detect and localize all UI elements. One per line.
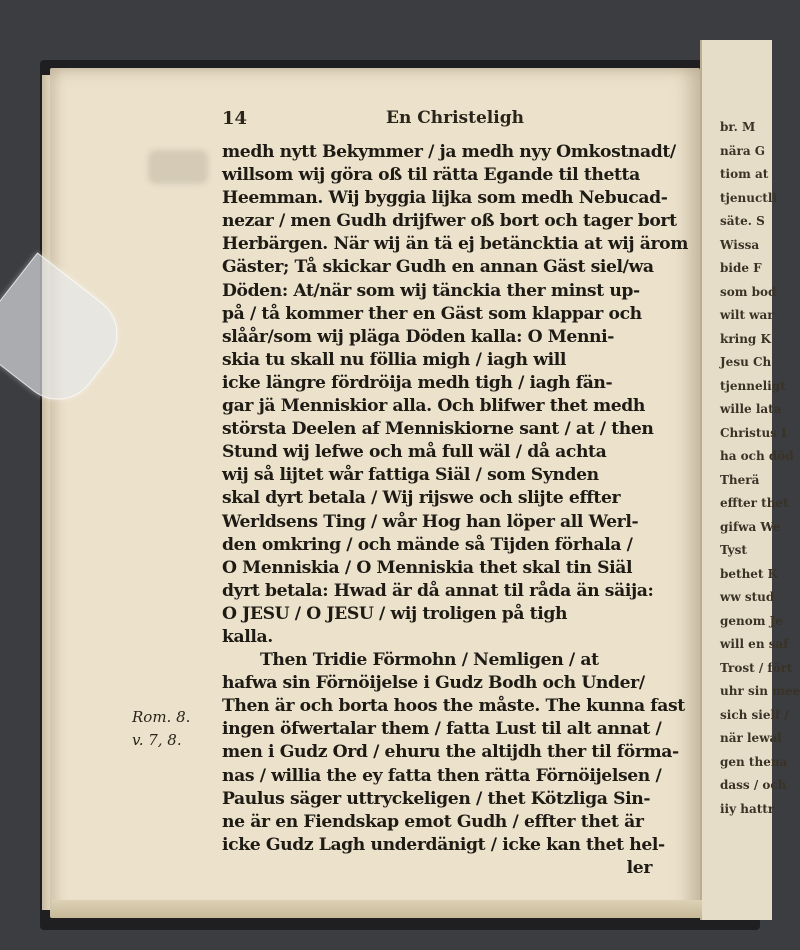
facing-page <box>700 40 800 920</box>
facing-page-line: bethet K <box>720 566 779 581</box>
facing-page-line: tjenneligt <box>720 378 786 393</box>
text-line: Werldsens Ting / wår Hog han löper all Werl- <box>222 511 639 532</box>
text-line: skal dyrt betala / Wij rijswe och slijte effter <box>222 488 621 509</box>
text-line: O JESU / O JESU / wij troligen på tigh <box>222 603 568 624</box>
facing-page-line: wille lata <box>720 402 782 416</box>
text-line: Then Tridie Förmohn / Nemligen / at <box>260 650 599 671</box>
facing-page-line: gen thena <box>720 754 788 769</box>
page-stack-bottom <box>52 900 702 918</box>
text-line: skia tu skall nu föllia migh / iagh will <box>222 349 566 370</box>
text-line: dyrt betala: Hwad är då annat til råda än säija: <box>222 580 654 601</box>
margin-reference: v. 7, 8. <box>132 731 182 749</box>
facing-page-line: effter thet <box>720 496 789 510</box>
facing-page-line: som bod <box>720 284 777 299</box>
text-line: nezar / men Gudh drijfwer oß bort och tager bort <box>222 211 677 232</box>
text-line: Stund wij lefwe och må full wäl / då achta <box>222 442 607 463</box>
text-line: nas / willia the ey fatta then rätta Förnöijelsen / <box>222 765 662 786</box>
facing-page-line: br. M <box>720 120 756 134</box>
text-line: Then är och borta hoos the måste. The kunna fast <box>222 696 685 717</box>
text-line: O Menniskia / O Menniskia thet skal tin Siäl <box>222 557 633 578</box>
running-head: En Christeligh <box>386 108 524 128</box>
text-line: medh nytt Bekymmer / ja medh nyy Omkostnadt/ <box>222 142 676 162</box>
text-line: ne är en Fiendskap emot Gudh / effter thet är <box>222 811 644 832</box>
facing-page-line: will en saf <box>720 637 789 651</box>
facing-page-line: dass / och <box>720 778 787 792</box>
facing-page-line: Jesu Ch <box>720 355 772 369</box>
facing-page-line: gifwa We <box>720 519 781 534</box>
text-line: Döden: At/när som wij tänckia ther minst up- <box>222 280 640 301</box>
body-text <box>222 141 689 880</box>
facing-page-line: säte. S <box>720 214 765 228</box>
page-number: 14 <box>222 108 248 129</box>
text-line: kalla. <box>222 626 273 647</box>
text-line: men i Gudz Ord / ehuru the altijdh ther til förma- <box>222 742 679 763</box>
page-header <box>220 108 650 132</box>
text-line: slåår/som wij pläga Döden kalla: O Menni- <box>222 326 615 347</box>
facing-page-line: uhr sin mee <box>720 684 800 698</box>
text-line: icke längre fördröija medh tigh / iagh fän- <box>222 372 613 393</box>
facing-page-line: bide F <box>720 261 762 275</box>
facing-page-line: kring K <box>720 331 771 346</box>
text-line: ingen öfwertalar them / fatta Lust til alt annat / <box>222 719 662 740</box>
facing-page-line: wilt war <box>720 308 774 322</box>
text-line: den omkring / och mände så Tijden förhala / <box>222 534 633 555</box>
facing-page-line: Tyst <box>720 543 747 557</box>
facing-page-line: ha och död <box>720 449 794 463</box>
text-line: willsom wij göra oß til rätta Egande til thetta <box>222 165 640 186</box>
facing-page-line: Christus I <box>720 425 787 440</box>
facing-page-line: Trost / fört <box>720 660 793 675</box>
facing-page-line: nära G <box>720 143 766 158</box>
margin-reference: Rom. 8. <box>132 708 191 726</box>
facing-page-line: ww stud <box>720 590 775 604</box>
facing-page-line: Wissa <box>720 237 760 252</box>
text-line: ler <box>626 857 652 878</box>
facing-page-line: iiy hattr <box>720 801 775 816</box>
text-line: Paulus säger uttryckeligen / thet Kötzliga Sin- <box>222 788 651 809</box>
text-line: hafwa sin Förnöijelse i Gudz Bodh och Under/ <box>222 673 645 694</box>
text-line: på / tå kommer ther en Gäst som klappar och <box>222 303 642 324</box>
text-line: Gäster; Tå skickar Gudh en annan Gäst siel/wa <box>222 257 654 278</box>
facing-page-line: när lewal <box>720 731 782 745</box>
facing-page-line: tjenuctli <box>720 190 777 205</box>
text-line: wij så lijtet wår fattiga Siäl / som Synden <box>222 465 599 486</box>
text-line: Herbärgen. När wij än tä ej betäncktia at wij ärom <box>222 234 689 255</box>
margin-smudge <box>148 150 208 184</box>
facing-page-line: sich sielf / <box>720 707 789 722</box>
facing-page-line: Therä <box>720 472 760 487</box>
text-line: största Deelen af Menniskiorne sant / at / then <box>222 419 654 440</box>
text-line: Heemman. Wij byggia lijka som medh Nebucad- <box>222 188 668 209</box>
text-line: icke Gudz Lagh underdänigt / icke kan thet hel- <box>222 834 665 855</box>
text-line: gar jä Menniskior alla. Och blifwer thet medh <box>222 396 646 417</box>
facing-page-line: genom Je <box>720 613 783 628</box>
facing-page-line: tiom at <box>720 167 769 181</box>
